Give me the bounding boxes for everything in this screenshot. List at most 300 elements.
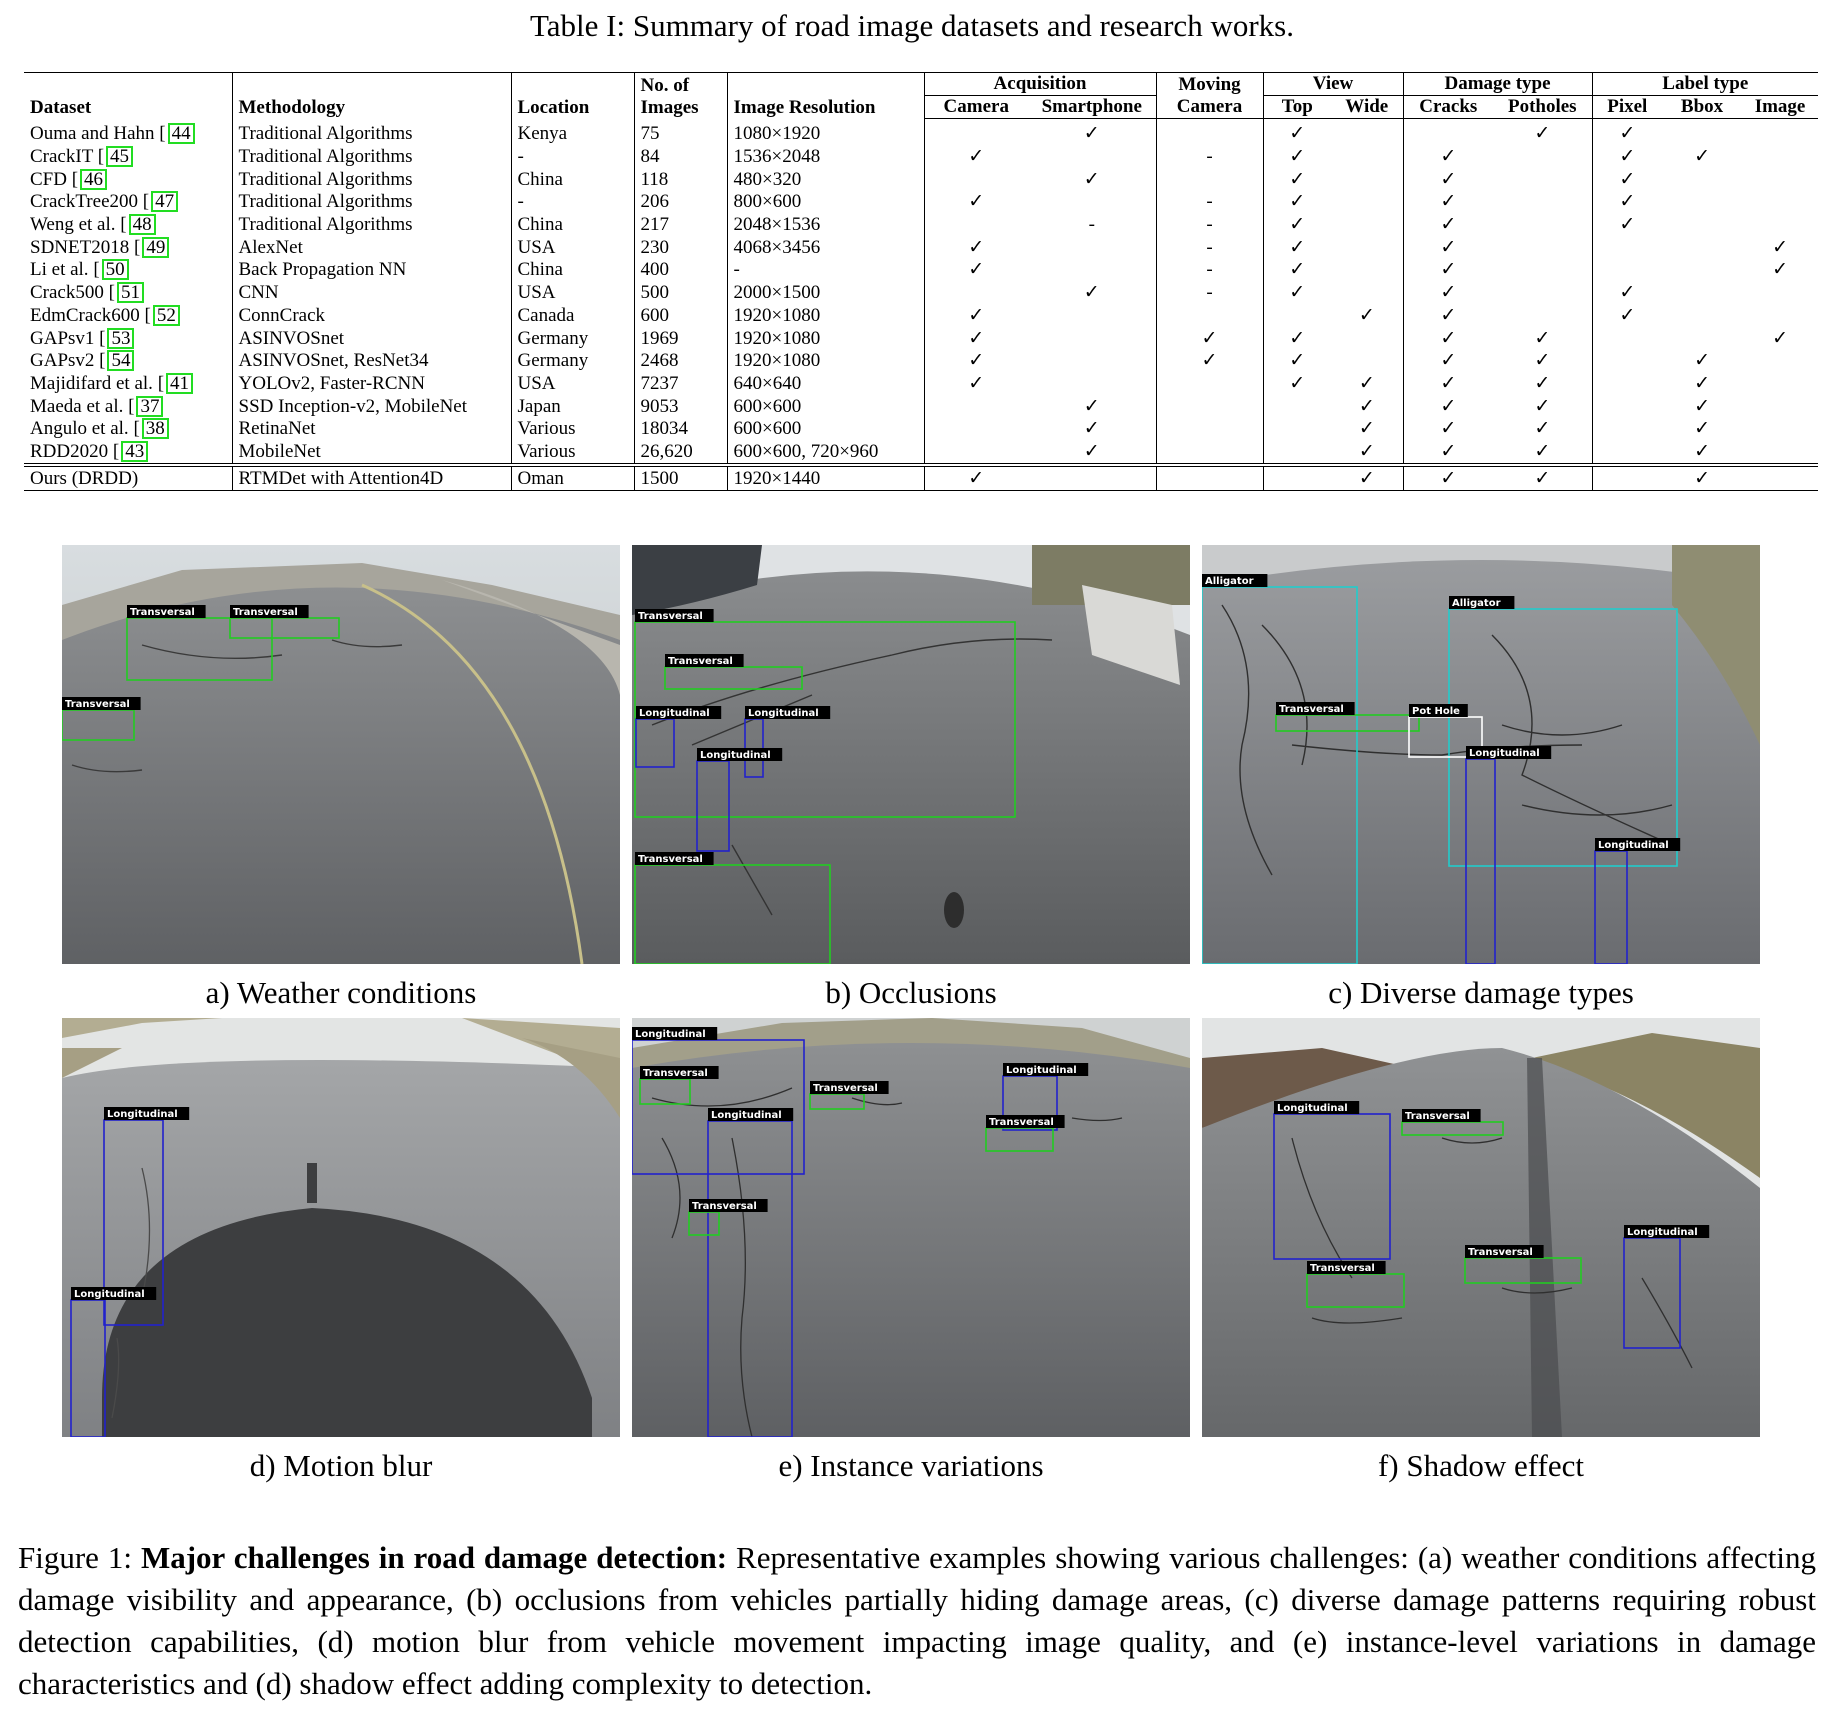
dataset-name: Crack500 (30, 282, 104, 304)
cell-cracks: ✓ (1403, 282, 1493, 305)
bbox-alligator (1202, 574, 1357, 964)
citation-link[interactable]: 53 (107, 328, 134, 349)
cell-smartphone: ✓ (1083, 418, 1100, 440)
bbox-label: Transversal (233, 607, 298, 618)
cell-top: ✓ (1263, 214, 1331, 237)
cell-wide (1331, 236, 1403, 259)
cell-pixel (1592, 418, 1662, 441)
header-label-type: Label type (1592, 73, 1818, 96)
table-row (24, 259, 1818, 282)
cell-num-images: 75 (634, 119, 727, 146)
cell-camera: ✓ (924, 305, 1028, 328)
dataset-name: SDNET2018 (30, 236, 130, 258)
cell-location: Various (511, 441, 634, 466)
cell-bbox (1662, 168, 1742, 191)
cell-resolution: 640×640 (727, 373, 924, 396)
cell-camera (924, 168, 1028, 191)
caption-b: b) Occlusions (825, 975, 997, 1010)
figure-caption-bold: Major challenges in road damage detection: (140, 1540, 728, 1575)
cell-location: Various (511, 418, 634, 441)
cell-top: ✓ (1263, 282, 1331, 305)
citation-link[interactable]: 54 (107, 350, 134, 371)
cell-methodology: Traditional Algorithms (232, 168, 511, 191)
cell-smartphone: ✓ (1083, 440, 1100, 462)
cell-location: Oman (511, 465, 634, 490)
bbox-label: Longitudinal (1598, 840, 1669, 851)
cell-cracks: ✓ (1403, 465, 1493, 490)
table-row (24, 418, 1818, 441)
cell-camera: ✓ (924, 259, 1028, 282)
cell-potholes (1493, 282, 1592, 305)
table-row (24, 327, 1818, 350)
cell-potholes: ✓ (1534, 123, 1551, 145)
cell-image: ✓ (1772, 259, 1788, 281)
cell-camera (924, 282, 1028, 305)
cell-bbox (1662, 327, 1742, 350)
cell-dataset: GAPsv1 [ 53 (24, 327, 232, 350)
panel-diverse-damage-types (1202, 545, 1760, 964)
cell-pixel (1592, 441, 1662, 466)
bbox-longitudinal (1274, 1101, 1390, 1259)
cell-methodology: Traditional Algorithms (232, 119, 511, 146)
cell-smartphone: ✓ (1083, 395, 1100, 417)
cell-potholes (1493, 168, 1592, 191)
cell-image (1742, 373, 1818, 396)
dataset-name: GAPsv2 (30, 350, 95, 372)
header-potholes: Potholes (1493, 96, 1592, 119)
detection-overlay (632, 545, 1190, 964)
cell-image (1742, 305, 1818, 328)
cell-camera (924, 395, 1028, 418)
cell-image (1742, 214, 1818, 237)
cell-smartphone (1028, 259, 1156, 282)
cell-location: - (511, 146, 634, 169)
table-row (24, 373, 1818, 396)
cell-top: ✓ (1263, 327, 1331, 350)
cell-wide: ✓ (1331, 465, 1403, 490)
cell-smartphone (1028, 373, 1156, 396)
cell-resolution: 2000×1500 (727, 282, 924, 305)
citation-link[interactable]: 41 (166, 373, 193, 394)
bbox-label: Longitudinal (700, 750, 771, 761)
citation-link[interactable]: 50 (102, 259, 129, 280)
cell-image (1742, 350, 1818, 373)
cell-potholes (1493, 259, 1592, 282)
cell-num-images: 26,620 (634, 441, 727, 466)
cell-image (1742, 395, 1818, 418)
bbox-label: Longitudinal (74, 1289, 145, 1300)
cell-dataset: RDD2020 [ 43 (24, 441, 232, 466)
cell-resolution: 600×600 (727, 418, 924, 441)
cell-resolution: 1536×2048 (727, 146, 924, 169)
figure-caption-prefix: Figure 1: (18, 1540, 141, 1575)
bbox-longitudinal (1595, 838, 1680, 964)
cell-num-images: 206 (634, 191, 727, 214)
cell-num-images: 400 (634, 259, 727, 282)
panel-weather-conditions (62, 545, 620, 964)
cell-potholes: ✓ (1534, 418, 1551, 440)
cell-camera: ✓ (924, 327, 1028, 350)
cell-dataset: CFD [ 46 (24, 168, 232, 191)
cell-moving: - (1156, 146, 1263, 169)
cell-moving: ✓ (1156, 350, 1263, 373)
cell-num-images: 2468 (634, 350, 727, 373)
cell-location: Japan (511, 395, 634, 418)
cell-dataset: GAPsv2 [ 54 (24, 350, 232, 373)
citation-link[interactable]: 45 (106, 146, 133, 167)
citation-link[interactable]: 52 (153, 305, 180, 326)
caption-f: f) Shadow effect (1377, 1448, 1584, 1483)
bbox-label: Longitudinal (748, 708, 819, 719)
cell-pixel: ✓ (1592, 146, 1662, 169)
cell-camera: ✓ (924, 146, 1028, 169)
cell-num-images: 18034 (634, 418, 727, 441)
cell-pixel (1592, 350, 1662, 373)
cell-moving: - (1156, 214, 1263, 237)
cell-pixel: ✓ (1592, 305, 1662, 328)
cell-pixel: ✓ (1592, 191, 1662, 214)
citation-link[interactable]: 46 (80, 169, 107, 190)
cell-top: ✓ (1263, 119, 1331, 146)
cell-top (1263, 441, 1331, 466)
cell-image (1742, 168, 1818, 191)
dataset-name: Angulo et al. (30, 418, 129, 440)
cell-resolution: - (727, 259, 924, 282)
cell-wide (1331, 168, 1403, 191)
bbox-label: Longitudinal (711, 1110, 782, 1121)
cell-wide: ✓ (1358, 418, 1375, 440)
cell-top: ✓ (1263, 236, 1331, 259)
panel-occlusions (632, 545, 1190, 964)
cell-resolution: 2048×1536 (727, 214, 924, 237)
cell-camera: ✓ (924, 465, 1028, 490)
bbox-label: Longitudinal (107, 1109, 178, 1120)
bbox-label: Longitudinal (1469, 748, 1540, 759)
cell-bbox: ✓ (1694, 350, 1710, 372)
bbox-transversal (665, 654, 802, 689)
cell-bbox: ✓ (1694, 418, 1710, 440)
cell-smartphone (1028, 465, 1156, 490)
citation-link[interactable]: 48 (129, 214, 156, 235)
cell-wide (1331, 191, 1403, 214)
cell-dataset: EdmCrack600 [ 52 (24, 305, 232, 328)
cell-dataset: Majidifard et al. [ 41 (24, 373, 232, 396)
bbox-label: Transversal (638, 854, 703, 865)
bbox-label: Longitudinal (1006, 1065, 1077, 1076)
cell-methodology: MobileNet (232, 441, 511, 466)
cell-wide: ✓ (1358, 395, 1375, 417)
cell-pixel: ✓ (1592, 282, 1662, 305)
cell-moving: - (1156, 236, 1263, 259)
cell-dataset: CrackIT [ 45 (24, 146, 232, 169)
cell-bbox: ✓ (1694, 440, 1710, 462)
cell-bbox: ✓ (1694, 395, 1710, 417)
cell-pixel (1592, 236, 1662, 259)
cell-methodology: AlexNet (232, 236, 511, 259)
cell-cracks: ✓ (1403, 305, 1493, 328)
bbox-label: Transversal (813, 1083, 878, 1094)
dataset-name: Maeda et al. (30, 395, 124, 417)
header-moving: Moving (1156, 73, 1263, 96)
cell-top (1263, 418, 1331, 441)
cell-dataset (24, 465, 232, 490)
caption-c: c) Diverse damage types (1328, 975, 1634, 1010)
citation-link[interactable]: 47 (151, 191, 178, 212)
bbox-longitudinal (71, 1287, 156, 1437)
cell-wide (1331, 350, 1403, 373)
cell-location: Germany (511, 327, 634, 350)
bbox-longitudinal (632, 1027, 804, 1174)
citation-link[interactable]: 44 (168, 123, 195, 144)
cell-image (1742, 146, 1818, 169)
cell-potholes: ✓ (1534, 350, 1551, 372)
bbox-label: Transversal (1468, 1247, 1533, 1258)
cell-cracks: ✓ (1403, 236, 1493, 259)
cell-cracks: ✓ (1403, 327, 1493, 350)
bbox-alligator (1449, 596, 1677, 866)
cell-smartphone (1028, 305, 1156, 328)
cell-cracks: ✓ (1403, 373, 1493, 396)
table-row (24, 236, 1818, 259)
cell-camera: ✓ (924, 236, 1028, 259)
header-dataset: Dataset (24, 73, 232, 119)
cell-smartphone (1028, 146, 1156, 169)
bbox-label: Transversal (989, 1117, 1054, 1128)
header-top: Top (1263, 96, 1331, 119)
cell-location: Canada (511, 305, 634, 328)
cell-cracks: ✓ (1403, 191, 1493, 214)
cell-resolution: 1080×1920 (727, 119, 924, 146)
bbox-label: Transversal (638, 611, 703, 622)
cell-moving: - (1156, 259, 1263, 282)
table-row (24, 168, 1818, 191)
cell-bbox (1662, 259, 1742, 282)
cell-bbox (1662, 214, 1742, 237)
cell-camera (924, 214, 1028, 237)
cell-cracks: ✓ (1403, 441, 1493, 466)
detection-overlay (632, 1018, 1190, 1437)
cell-cracks (1403, 119, 1493, 146)
cell-methodology: ConnCrack (232, 305, 511, 328)
cell-pixel (1592, 327, 1662, 350)
bbox-label: Transversal (130, 607, 195, 618)
cell-dataset: Weng et al. [ 48 (24, 214, 232, 237)
header-damage-type: Damage type (1403, 73, 1592, 96)
detection-overlay (62, 545, 620, 964)
cell-num-images: 600 (634, 305, 727, 328)
table-row (24, 191, 1818, 214)
cell-wide (1331, 259, 1403, 282)
cell-moving (1156, 373, 1263, 396)
cell-moving (1156, 465, 1263, 490)
cell-wide (1331, 146, 1403, 169)
header-view: View (1263, 73, 1403, 96)
cell-bbox: ✓ (1662, 465, 1742, 490)
cell-num-images: 217 (634, 214, 727, 237)
bbox-transversal (62, 697, 141, 740)
cell-bbox (1662, 191, 1742, 214)
cell-location: USA (511, 236, 634, 259)
cell-resolution: 1920×1080 (727, 327, 924, 350)
citation-link[interactable]: 43 (121, 441, 148, 462)
cell-smartphone: - (1088, 214, 1095, 236)
summary-table (24, 72, 1818, 491)
cell-pixel (1592, 395, 1662, 418)
cell-dataset: Ouma and Hahn [ 44 (24, 119, 232, 146)
table-row (24, 441, 1818, 466)
cell-num-images: 84 (634, 146, 727, 169)
bbox-longitudinal (745, 706, 830, 777)
cell-smartphone (1028, 350, 1156, 373)
cell-resolution: 1920×1080 (727, 305, 924, 328)
dataset-name: CrackIT (30, 146, 93, 168)
cell-num-images: 230 (634, 236, 727, 259)
cell-image (1742, 119, 1818, 146)
cell-wide (1331, 119, 1403, 146)
figure-caption (18, 1537, 1816, 1705)
cell-top: ✓ (1263, 350, 1331, 373)
header-smartphone: Smartphone (1028, 96, 1156, 119)
cell-wide: ✓ (1358, 372, 1375, 394)
cell-camera (924, 418, 1028, 441)
cell-pixel: ✓ (1592, 214, 1662, 237)
dataset-name: Li et al. (30, 259, 89, 281)
bbox-longitudinal (708, 1108, 793, 1437)
cell-location: USA (511, 373, 634, 396)
cell-location: China (511, 214, 634, 237)
cell-image: ✓ (1772, 236, 1788, 258)
cell-cracks: ✓ (1403, 168, 1493, 191)
cell-potholes (1493, 191, 1592, 214)
cell-bbox: ✓ (1694, 146, 1710, 168)
bbox-label: Transversal (692, 1201, 757, 1212)
cell-methodology: Traditional Algorithms (232, 191, 511, 214)
header-pixel: Pixel (1592, 96, 1662, 119)
citation-link[interactable]: 51 (117, 282, 144, 303)
cell-location: China (511, 168, 634, 191)
bbox-longitudinal (1466, 746, 1551, 964)
cell-methodology: RetinaNet (232, 418, 511, 441)
bbox-transversal (1276, 702, 1419, 731)
bbox-label: Alligator (1205, 576, 1254, 587)
cell-bbox (1662, 236, 1742, 259)
cell-wide (1331, 327, 1403, 350)
table-row (24, 395, 1818, 418)
bbox-transversal (640, 1066, 719, 1104)
cell-potholes: ✓ (1534, 440, 1551, 462)
panel-instance-variations (632, 1018, 1190, 1437)
cell-image (1742, 418, 1818, 441)
header-camera: Camera (924, 96, 1028, 119)
cell-potholes (1493, 236, 1592, 259)
cell-moving (1156, 441, 1263, 466)
citation-link[interactable]: 49 (142, 237, 169, 258)
citation-link[interactable]: 37 (136, 396, 163, 417)
cell-smartphone (1028, 236, 1156, 259)
bbox-transversal (986, 1115, 1065, 1151)
cell-moving (1156, 418, 1263, 441)
detection-overlay (1202, 545, 1760, 964)
dataset-name: RDD2020 (30, 440, 109, 462)
cell-camera (924, 441, 1028, 466)
cell-smartphone: ✓ (1083, 168, 1100, 190)
cell-pixel: ✓ (1592, 119, 1662, 146)
cell-resolution: 1920×1440 (727, 465, 924, 490)
cell-location: China (511, 259, 634, 282)
cell-camera (924, 119, 1028, 146)
citation-link[interactable]: 38 (142, 418, 169, 439)
header-cracks: Cracks (1403, 96, 1493, 119)
header-resolution: Image Resolution (727, 73, 924, 119)
cell-moving (1156, 305, 1263, 328)
cell-top: ✓ (1263, 259, 1331, 282)
cell-camera: ✓ (924, 373, 1028, 396)
bbox-label: Longitudinal (1627, 1227, 1698, 1238)
cell-potholes: ✓ (1493, 465, 1592, 490)
cell-smartphone: ✓ (1083, 123, 1100, 145)
dataset-name: CFD (30, 168, 67, 190)
dataset-name: Ours (DRDD) (30, 467, 139, 489)
cell-cracks: ✓ (1403, 395, 1493, 418)
header-moving-camera: Camera (1156, 96, 1263, 119)
cell-resolution: 600×600, 720×960 (727, 441, 924, 466)
cell-resolution: 800×600 (727, 191, 924, 214)
cell-num-images: 9053 (634, 395, 727, 418)
cell-methodology: RTMDet with Attention4D (232, 465, 511, 490)
header-wide: Wide (1331, 96, 1403, 119)
cell-num-images: 118 (634, 168, 727, 191)
cell-top (1263, 395, 1331, 418)
bbox-transversal (1402, 1109, 1503, 1135)
bbox-transversal (230, 605, 339, 638)
cell-bbox (1662, 305, 1742, 328)
cell-location: Kenya (511, 119, 634, 146)
bbox-label: Longitudinal (1277, 1103, 1348, 1114)
cell-moving: ✓ (1156, 327, 1263, 350)
dataset-name: Weng et al. (30, 214, 116, 236)
cell-smartphone: ✓ (1083, 282, 1100, 304)
bbox-label: Alligator (1452, 598, 1501, 609)
bbox-label: Transversal (1405, 1111, 1470, 1122)
cell-resolution: 4068×3456 (727, 236, 924, 259)
cell-potholes: ✓ (1534, 327, 1551, 349)
cell-pixel (1592, 259, 1662, 282)
cell-smartphone (1028, 191, 1156, 214)
cell-image (1742, 282, 1818, 305)
header-acquisition: Acquisition (924, 73, 1156, 96)
table-row (24, 305, 1818, 328)
cell-num-images: 1969 (634, 327, 727, 350)
dataset-name: Ouma and Hahn (30, 123, 155, 145)
table-caption: Table I: Summary of road image datasets and research works. (530, 8, 1294, 43)
table-row (24, 214, 1818, 237)
cell-camera: ✓ (924, 191, 1028, 214)
cell-top: ✓ (1263, 146, 1331, 169)
caption-e: e) Instance variations (778, 1448, 1044, 1483)
detection-overlay (1202, 1018, 1760, 1437)
cell-image (1742, 465, 1818, 490)
cell-dataset: Li et al. [ 50 (24, 259, 232, 282)
bbox-transversal (635, 852, 830, 964)
cell-methodology: Traditional Algorithms (232, 146, 511, 169)
cell-moving: - (1156, 191, 1263, 214)
cell-num-images: 7237 (634, 373, 727, 396)
cell-moving (1156, 119, 1263, 146)
bbox-label: Longitudinal (639, 708, 710, 719)
cell-wide (1331, 214, 1403, 237)
cell-resolution: 480×320 (727, 168, 924, 191)
header-location: Location (511, 73, 634, 119)
